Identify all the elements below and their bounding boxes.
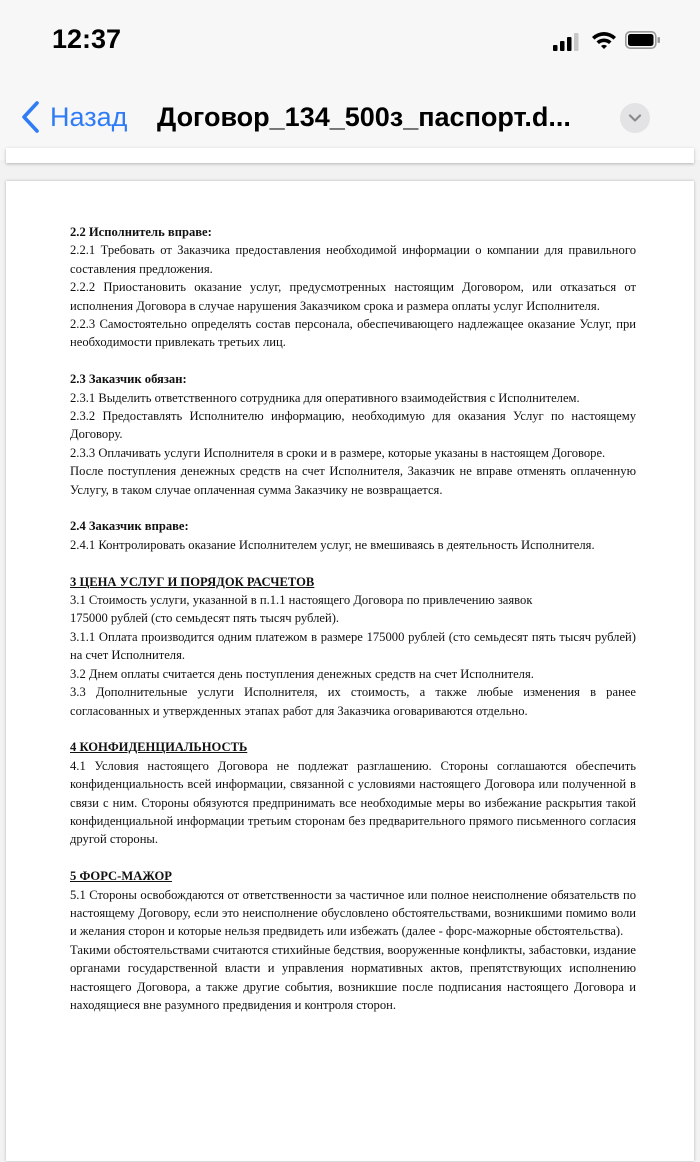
paragraph: 2.3.3 Оплачивать услуги Исполнителя в сроки и в размере, которые указаны в настоящем Договоре. <box>70 445 606 460</box>
chevron-down-icon <box>628 113 642 123</box>
section-heading: 5 ФОРС-МАЖОР <box>70 869 172 884</box>
paragraph: 3.2 Днем оплаты считается день поступления денежных средств на счет Исполнителя. <box>70 666 534 681</box>
paragraph: 3.1 Стоимость услуги, указанной в п.1.1 настоящего Договора по привлечению заявок <box>70 593 533 608</box>
paragraph: 3.3 Дополнительные услуги Исполнителя, их стоимость, а также любые изменения в ранее согласованных и утвержденных этапах работ для Заказчика оговариваются отдельно. <box>70 685 636 718</box>
title-menu-button[interactable] <box>620 103 650 133</box>
section-heading: 2.4 Заказчик вправе: <box>70 519 189 534</box>
paragraph: 2.3.2 Предоставлять Исполнителю информацию, необходимую для оказания Услуг по настоящему Договору. <box>70 409 636 442</box>
previous-page-edge <box>6 148 694 163</box>
section-heading: 3 ЦЕНА УСЛУГ И ПОРЯДОК РАСЧЕТОВ <box>70 574 315 589</box>
back-label: Назад <box>50 101 128 132</box>
paragraph: Такими обстоятельствами считаются стихийные бедствия, вооруженные конфликты, забастовки, издание органами государственной власти и управления нормативных актов, препятствующих исполнению настоящего Договора, а также другие события, возникшие после подписания настоящего Договора и находящиеся вне разумного предвидения и контроля сторон. <box>70 942 636 1012</box>
paragraph: 5.1 Стороны освобождаются от ответственности за частичное или полное неисполнение обязательств по настоящему Договору, если это неисполнение обусловлено обстоятельствами, возникшими помимо воли и желания сторон и которые нельзя предвидеть или избежать (далее - форс-мажорные обстоятельства). <box>70 887 636 939</box>
cellular-signal-icon <box>553 33 579 51</box>
paragraph: 2.2.3 Самостоятельно определять состав персонала, обеспечивающего надлежащее оказание Услуг, при необходимости привлекать третьих лиц. <box>70 317 636 350</box>
chevron-left-icon <box>20 100 40 134</box>
section-heading: 4 КОНФИДЕНЦИАЛЬНОСТЬ <box>70 740 248 755</box>
paragraph: 2.3.1 Выделить ответственного сотрудника для оперативного взаимодействия с Исполнителем. <box>70 390 580 405</box>
paragraph: 2.4.1 Контролировать оказание Исполнителем услуг, не вмешиваясь в деятельность Исполнителя. <box>70 537 595 552</box>
document-page[interactable] <box>6 181 694 1161</box>
wifi-icon <box>591 30 617 50</box>
paragraph: 2.2.1 Требовать от Заказчика предоставления необходимой информации о компании для правильного составления предложения. <box>70 243 636 276</box>
section-heading: 2.2 Исполнитель вправе: <box>70 225 212 239</box>
paragraph: 4.1 Условия настоящего Договора не подлежат разглашению. Стороны соглашаются обеспечить конфиденциальность всей информации, связанной с условиями настоящего Договора или полученной в связи с ним. Стороны обязуются предпринимать все необходимые меры во избежание раскрытия такой конфиденциальной информации третьим сторонам без предварительного прямого письменного согласия другой стороны. <box>70 758 636 847</box>
paragraph: 2.2.2 Приостановить оказание услуг, предусмотренных настоящим Договором, или отказаться от исполнения Договора в случае нарушения Заказчиком срока и размера оплаты услуг Исполнителя. <box>70 280 636 313</box>
document-body <box>70 223 636 1014</box>
battery-icon <box>625 31 661 49</box>
paragraph: 175000 рублей (сто семьдесят пять тысяч рублей). <box>70 611 340 626</box>
paragraph: После поступления денежных средств на счет Исполнителя, Заказчик не вправе отменять оплаченную Услугу, в таком случае оплаченная сумма Заказчику не возвращается. <box>70 464 636 497</box>
back-button[interactable] <box>20 100 127 134</box>
section-heading: 2.3 Заказчик обязан: <box>70 372 187 387</box>
document-title: Договор_134_500з_паспорт.d... <box>157 102 571 132</box>
status-bar <box>0 0 700 80</box>
status-time: 12:37 <box>52 24 122 54</box>
paragraph: 3.1.1 Оплата производится одним платежом в размере 175000 рублей (сто семьдесят пять тысяч рублей) на счет Исполнителя. <box>70 629 636 663</box>
